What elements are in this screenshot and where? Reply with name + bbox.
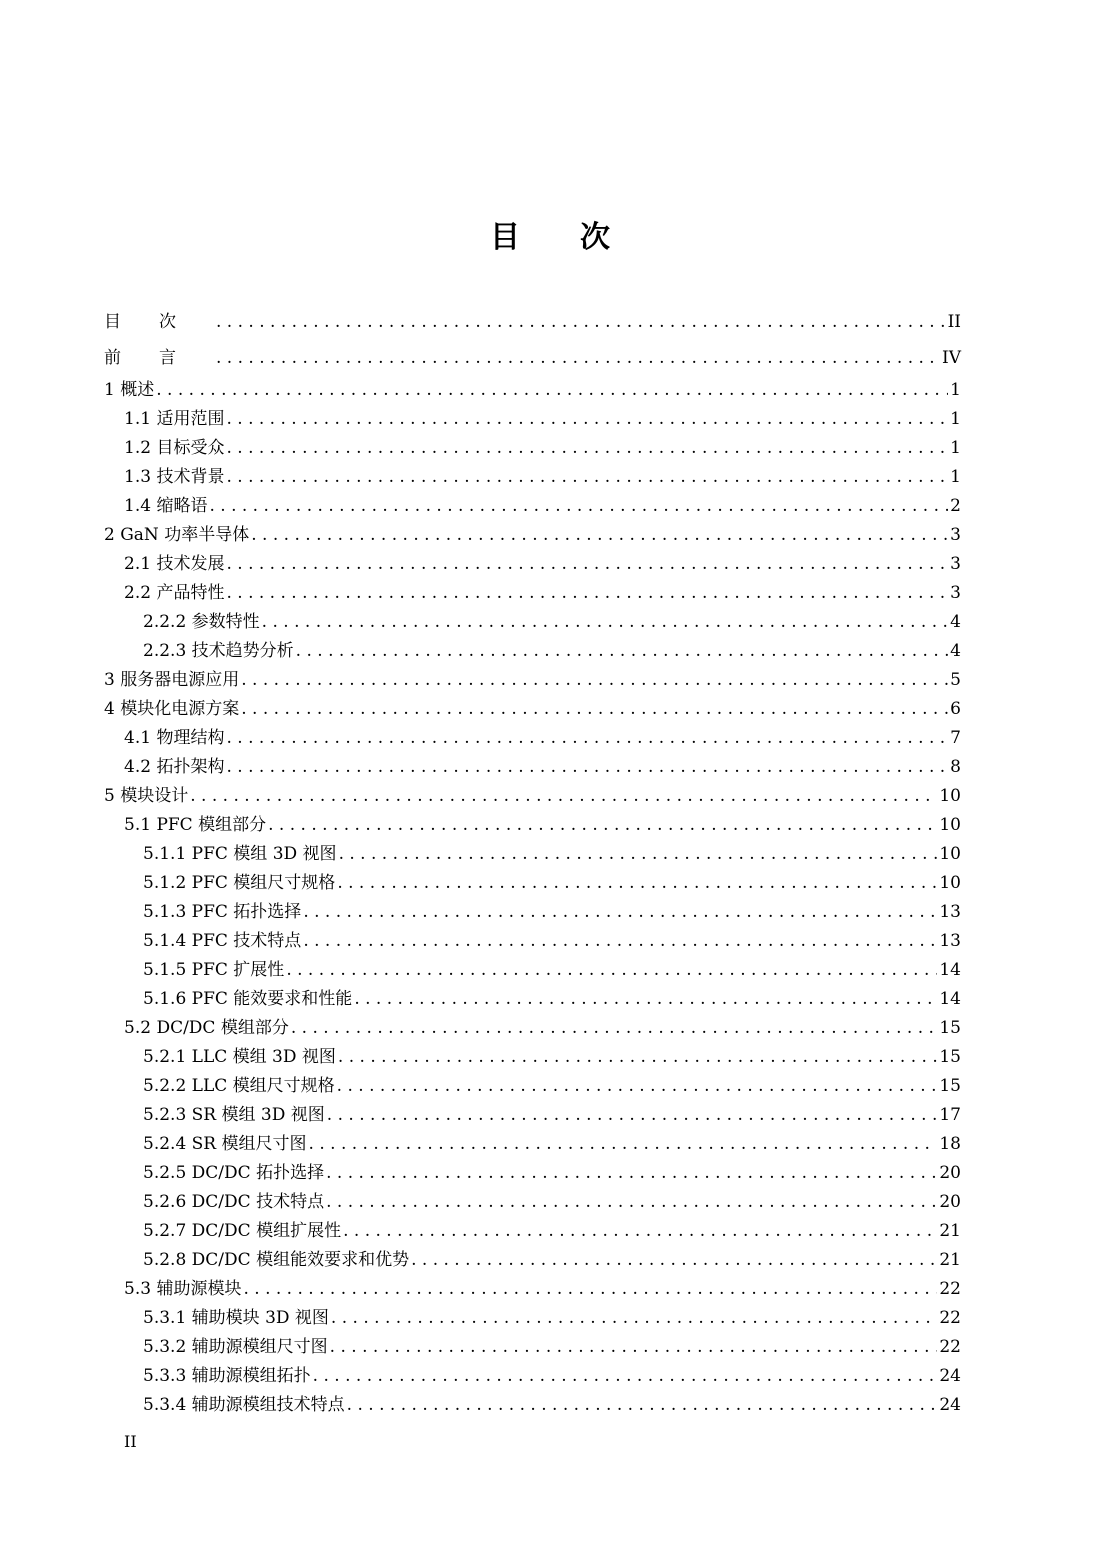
toc-leader-dots: [326, 1159, 937, 1188]
toc-leader-dots: [330, 1333, 938, 1362]
toc-leader-dots: [226, 724, 948, 753]
toc-leader-dots: [209, 492, 948, 521]
toc-entry-page: 18: [939, 1134, 961, 1154]
page-title: [0, 212, 1102, 256]
toc-leader-dots: [313, 1362, 938, 1391]
toc-entry[interactable]: [104, 434, 961, 463]
toc-entry[interactable]: [104, 956, 961, 985]
toc-entry-label: 5.1.6 PFC 能效要求和性能: [143, 989, 353, 1009]
toc-entry[interactable]: [104, 1188, 961, 1217]
toc-entry-page: 2: [950, 496, 961, 516]
toc-entry[interactable]: [104, 579, 961, 608]
toc-entry[interactable]: [104, 304, 961, 340]
toc-entry-label: 5.2.2 LLC 模组尺寸规格: [143, 1076, 335, 1096]
toc-leader-dots: [339, 840, 938, 869]
toc-entry-label: 4.1 物理结构: [124, 728, 225, 748]
toc-entry[interactable]: [104, 1333, 961, 1362]
toc-leader-dots: [226, 550, 948, 579]
toc-leader-dots: [268, 811, 937, 840]
toc-entry-label: 5.2.3 SR 模组 3D 视图: [143, 1105, 325, 1125]
toc-entry[interactable]: [104, 1362, 961, 1391]
toc-entry-page: IV: [942, 348, 961, 368]
toc-entry-label: 1.1 适用范围: [124, 409, 225, 429]
toc-entry[interactable]: [104, 927, 961, 956]
toc-entry[interactable]: [104, 695, 961, 724]
toc-entry[interactable]: [104, 1304, 961, 1333]
toc-entry-label: 5.1.1 PFC 模组 3D 视图: [143, 844, 337, 864]
toc-leader-dots: [156, 376, 948, 405]
toc-entry-label: 5.3.1 辅助模块 3D 视图: [143, 1308, 329, 1328]
toc-leader-dots: [190, 782, 937, 811]
toc-leader-dots: [262, 608, 949, 637]
toc-entry[interactable]: [104, 1217, 961, 1246]
toc-entry-label: 5.2.5 DC/DC 拓扑选择: [143, 1163, 325, 1183]
toc-leader-dots: [226, 753, 948, 782]
toc-leader-dots: [347, 1391, 938, 1420]
toc-entry-label: 5.2.1 LLC 模组 3D 视图: [143, 1047, 336, 1067]
toc-entry-label: 2.2.3 技术趋势分析: [143, 641, 294, 661]
toc-entry[interactable]: [104, 1275, 961, 1304]
toc-leader-dots: [216, 304, 946, 340]
toc-entry[interactable]: [104, 1246, 961, 1275]
toc-leader-dots: [343, 1217, 937, 1246]
toc-entry[interactable]: [104, 1159, 961, 1188]
toc-entry-label: 5.3.2 辅助源模组尺寸图: [143, 1337, 328, 1357]
toc-entry-page: 15: [939, 1076, 961, 1096]
toc-entry-label: 5.2.6 DC/DC 技术特点: [143, 1192, 325, 1212]
toc-entry[interactable]: [104, 521, 961, 550]
toc-entry-label: 5 模块设计: [104, 786, 189, 806]
toc-entry-label: 5.1.4 PFC 技术特点: [143, 931, 302, 951]
toc-entry-label: 5.3.4 辅助源模组技术特点: [143, 1395, 345, 1415]
toc-entry-page: 3: [950, 554, 961, 574]
toc-entry[interactable]: [104, 405, 961, 434]
toc-entry[interactable]: [104, 985, 961, 1014]
toc-entry-label: 1.4 缩略语: [124, 496, 208, 516]
toc-entry-page: 6: [950, 699, 961, 719]
toc-entry-page: 22: [939, 1279, 961, 1299]
toc-entry-page: 15: [939, 1047, 961, 1067]
toc-entry-page: 13: [939, 902, 961, 922]
toc-leader-dots: [216, 340, 940, 376]
toc-entry-page: 22: [939, 1337, 961, 1357]
toc-leader-dots: [286, 956, 937, 985]
toc-entry[interactable]: [104, 840, 961, 869]
toc-leader-dots: [331, 1304, 937, 1333]
toc-entry-page: 10: [939, 815, 961, 835]
toc-entry-page: 14: [939, 989, 961, 1009]
toc-leader-dots: [241, 666, 948, 695]
toc-entry-label: 2.2 产品特性: [124, 583, 225, 603]
toc-entry-label: 前言: [104, 348, 214, 368]
toc-entry[interactable]: [104, 1130, 961, 1159]
toc-entry-label: 5.1.2 PFC 模组尺寸规格: [143, 873, 336, 893]
toc-entry-label: 5.2.4 SR 模组尺寸图: [143, 1134, 307, 1154]
toc-leader-dots: [338, 1043, 937, 1072]
toc-entry[interactable]: [104, 1043, 961, 1072]
toc-entry-page: 1: [950, 380, 961, 400]
toc-entry[interactable]: [104, 340, 961, 376]
toc-entry-page: 8: [950, 757, 961, 777]
toc-entry-page: 20: [939, 1163, 961, 1183]
toc-leader-dots: [337, 869, 937, 898]
toc-leader-dots: [291, 1014, 938, 1043]
toc-leader-dots: [251, 521, 948, 550]
toc-entry-page: 14: [939, 960, 961, 980]
title-char-2: 次: [580, 220, 612, 255]
toc-leader-dots: [226, 463, 948, 492]
toc-entry-label: 5.2 DC/DC 模组部分: [124, 1018, 289, 1038]
toc-entry[interactable]: [104, 753, 961, 782]
toc-entry-page: 3: [950, 583, 961, 603]
toc-leader-dots: [309, 1130, 938, 1159]
toc-entry-label: 5.2.7 DC/DC 模组扩展性: [143, 1221, 342, 1241]
toc-entry-page: 22: [939, 1308, 961, 1328]
toc-leader-dots: [241, 695, 948, 724]
toc-entry[interactable]: [104, 1101, 961, 1130]
toc-entry-page: 21: [939, 1221, 961, 1241]
toc-entry[interactable]: [104, 608, 961, 637]
toc-leader-dots: [326, 1188, 937, 1217]
toc-entry[interactable]: [104, 811, 961, 840]
toc-entry-label: 4 模块化电源方案: [104, 699, 240, 719]
toc-entry[interactable]: [104, 1014, 961, 1043]
toc-entry-label: 1.3 技术背景: [124, 467, 225, 487]
toc-entry-page: 13: [939, 931, 961, 951]
toc-leader-dots: [296, 637, 949, 666]
toc-entry-label: 2 GaN 功率半导体: [104, 525, 250, 545]
toc-entry[interactable]: [104, 1391, 961, 1420]
toc-leader-dots: [337, 1072, 938, 1101]
toc-leader-dots: [226, 579, 948, 608]
toc-leader-dots: [327, 1101, 938, 1130]
toc-entry-label: 5.1.5 PFC 扩展性: [143, 960, 285, 980]
toc-entry-page: 4: [950, 612, 961, 632]
toc-entry-page: 3: [950, 525, 961, 545]
toc-entry[interactable]: [104, 492, 961, 521]
toc-entry[interactable]: [104, 550, 961, 579]
toc-entry-label: 目次: [104, 312, 214, 332]
toc-entry-page: 24: [939, 1366, 961, 1386]
toc-entry-page: 15: [939, 1018, 961, 1038]
toc-entry-label: 3 服务器电源应用: [104, 670, 240, 690]
toc-entry-label: 5.1.3 PFC 拓扑选择: [143, 902, 302, 922]
toc-leader-dots: [411, 1246, 937, 1275]
toc-entry-page: 10: [939, 844, 961, 864]
toc-entry[interactable]: [104, 898, 961, 927]
toc-entry[interactable]: [104, 376, 961, 405]
toc-leader-dots: [226, 434, 948, 463]
toc-entry-label: 5.3 辅助源模块: [124, 1279, 242, 1299]
title-char-1: 目: [490, 220, 522, 255]
toc-leader-dots: [303, 927, 937, 956]
toc-leader-dots: [226, 405, 948, 434]
toc-entry-label: 4.2 拓扑架构: [124, 757, 225, 777]
toc-entry[interactable]: [104, 666, 961, 695]
toc-leader-dots: [243, 1275, 937, 1304]
toc-entry-label: 1 概述: [104, 380, 155, 400]
toc-entry-page: 1: [950, 467, 961, 487]
toc-entry-page: 20: [939, 1192, 961, 1212]
toc-entry-page: 21: [939, 1250, 961, 1270]
toc-entry[interactable]: [104, 782, 961, 811]
toc-entry-label: 5.2.8 DC/DC 模组能效要求和优势: [143, 1250, 410, 1270]
toc-entry-page: II: [947, 312, 961, 332]
page-number-footer: II: [124, 1432, 137, 1451]
toc-entry[interactable]: [104, 724, 961, 753]
toc-entry-page: 10: [939, 786, 961, 806]
toc-entry-label: 2.2.2 参数特性: [143, 612, 260, 632]
toc-entry-page: 5: [950, 670, 961, 690]
toc-entry-page: 17: [939, 1105, 961, 1125]
toc-entry[interactable]: [104, 869, 961, 898]
toc-entry-page: 7: [950, 728, 961, 748]
toc-entry-page: 1: [950, 409, 961, 429]
toc-leader-dots: [354, 985, 937, 1014]
toc-entry-label: 2.1 技术发展: [124, 554, 225, 574]
toc-entry-page: 4: [950, 641, 961, 661]
toc-entry-page: 24: [939, 1395, 961, 1415]
toc-entry[interactable]: [104, 463, 961, 492]
toc-entry-label: 5.1 PFC 模组部分: [124, 815, 267, 835]
toc-entry-label: 5.3.3 辅助源模组拓扑: [143, 1366, 311, 1386]
toc-leader-dots: [303, 898, 937, 927]
toc-entry[interactable]: [104, 637, 961, 666]
toc-entry-label: 1.2 目标受众: [124, 438, 225, 458]
toc-entry[interactable]: [104, 1072, 961, 1101]
toc-entry-page: 10: [939, 873, 961, 893]
table-of-contents: [104, 304, 961, 1420]
toc-entry-page: 1: [950, 438, 961, 458]
